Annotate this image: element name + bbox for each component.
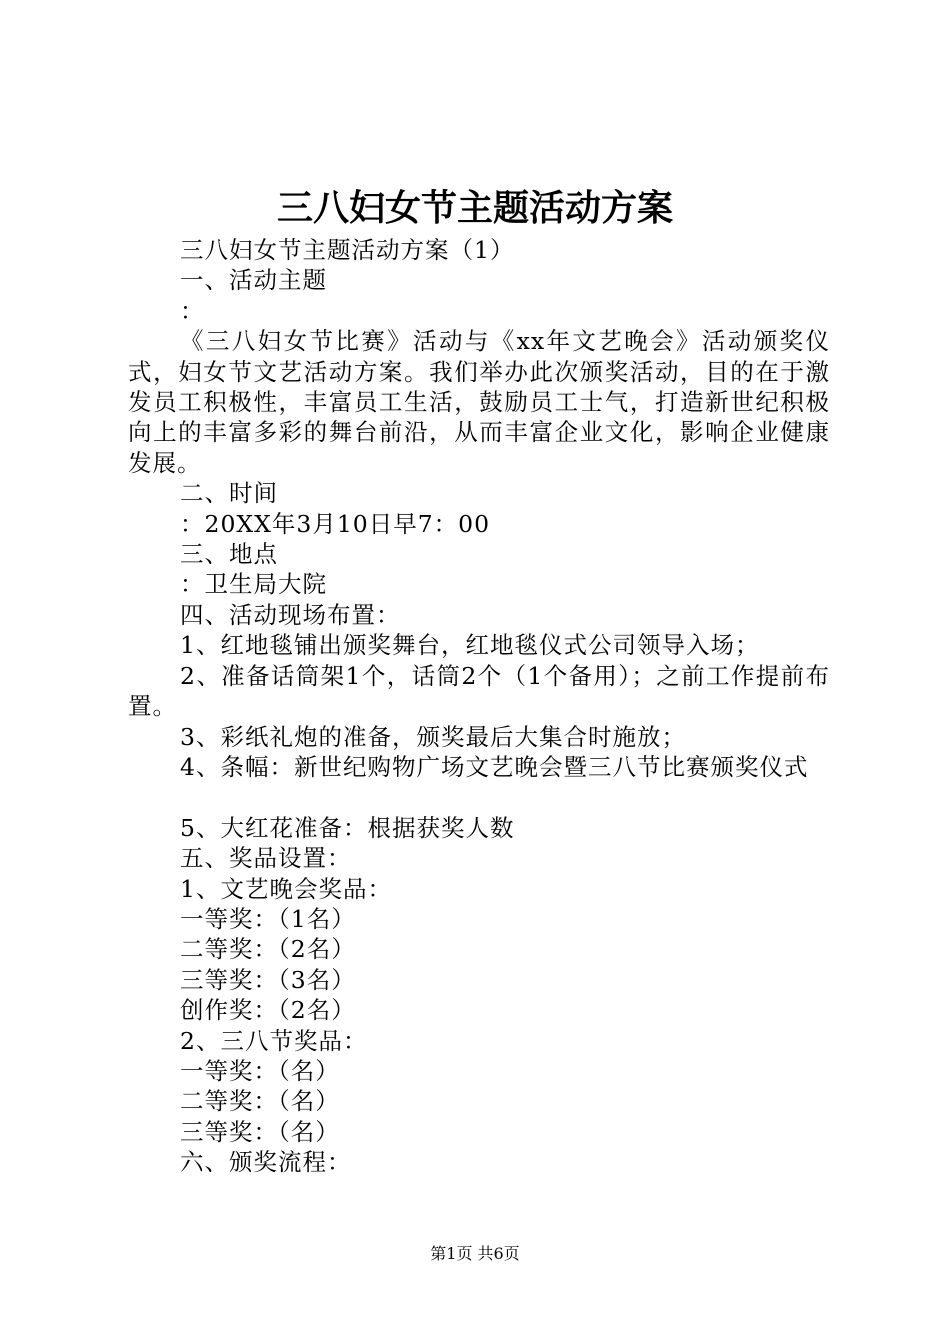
blank-line [128,782,830,812]
body-line: ： [180,296,205,325]
subtitle-line: 三八妇女节主题活动方案（1） [180,236,515,264]
sub-heading: 1、文艺晚会奖品： [180,874,392,903]
prize-item: 二等奖：（2名） [180,935,356,964]
section-heading: 三、地点 [180,540,278,569]
list-item: 3、彩纸礼炮的准备，颁奖最后大集合时施放； [180,722,686,751]
prize-item: 一等奖：（1名） [180,904,356,933]
body-line: ：20XX年3月10日早7：00 [180,509,491,538]
prize-item: 三等奖：（3名） [180,965,356,994]
document-title: 三八妇女节主题活动方案 [276,187,673,229]
prize-item: 一等奖：（名） [180,1056,340,1085]
prize-item: 三等奖：（名） [180,1117,340,1146]
page-footer: 第1页 共6页 [430,1244,520,1263]
body-line: ：卫生局大院 [180,570,327,599]
prize-item: 二等奖：（名） [180,1087,340,1116]
list-item: 1、红地毯铺出颁奖舞台，红地毯仪式公司领导入场； [180,631,760,660]
section-heading: 一、活动主题 [180,266,327,295]
section-heading: 四、活动现场布置： [180,600,401,629]
list-item: 4、条幅：新世纪购物广场文艺晚会暨三八节比赛颁奖仪式 [180,752,809,781]
sub-heading: 2、三八节奖品： [180,1026,368,1055]
section-heading: 二、时间 [180,479,278,508]
prize-item: 创作奖：（2名） [180,996,356,1025]
section-heading: 五、奖品设置： [180,844,352,873]
list-item: 5、大红花准备：根据获奖人数 [180,813,515,842]
document-body [128,235,830,1178]
section-heading: 六、颁奖流程： [180,1148,352,1177]
body-paragraph: 《三八妇女节比赛》活动与《xx年文艺晚会》活动颁奖仪式，妇女节文艺活动方案。我们举办此次颁奖活动，目的在于激发员工积极性，丰富员工生活，鼓励员工士气，打造新世纪积极向上的丰富多彩的舞台前沿，从而丰富企业文化，影响企业健康发展。 [128,327,830,477]
list-item: 2、准备话筒架1个，话筒2个（1个备用）；之前工作提前布置。 [128,661,830,721]
